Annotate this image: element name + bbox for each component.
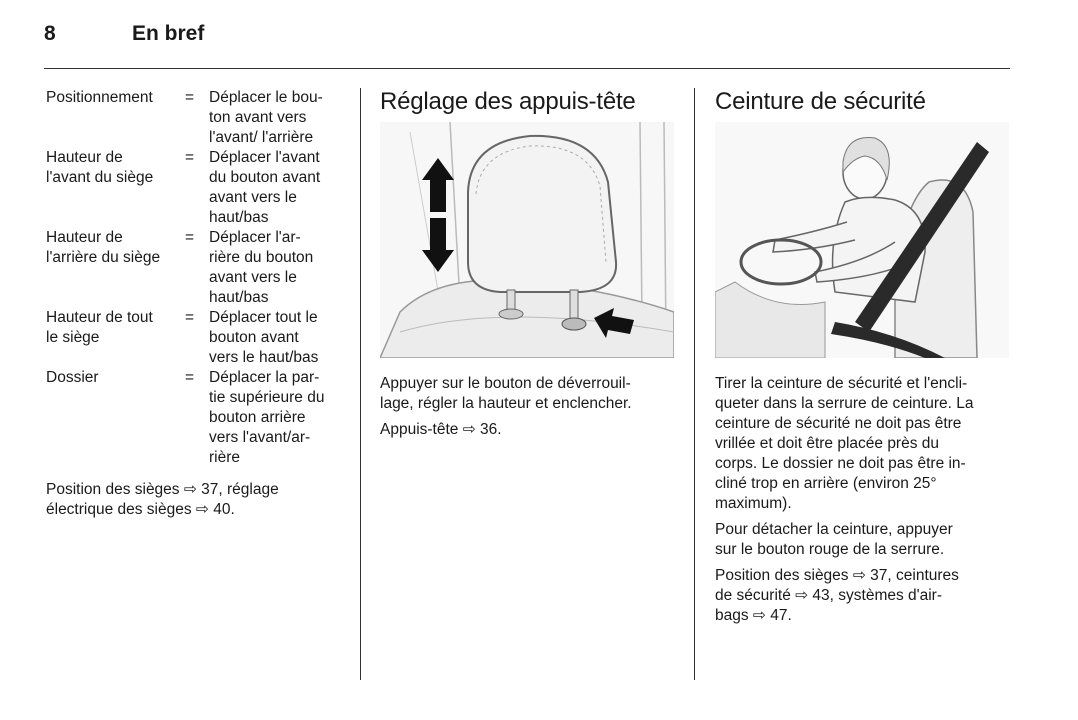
seat-references: Position des sièges ⇨ 37, réglage électrique des sièges ⇨ 40.: [46, 481, 279, 518]
table-eq: =: [185, 309, 195, 326]
table-desc: Déplacer le bou- ton avant vers l'avant/ l'arrière: [209, 89, 323, 146]
table-row: [46, 148, 346, 228]
table-row: [46, 228, 346, 308]
table-desc: Déplacer l'avant du bouton avant avant vers le haut/bas: [209, 149, 321, 226]
seatbelt-release: Pour détacher la ceinture, appuyer sur le bouton rouge de la serrure.: [715, 521, 953, 558]
table-eq: =: [185, 369, 195, 386]
table-row: [46, 308, 346, 368]
table-term: Hauteur de l'avant du siège: [46, 149, 154, 186]
headrest-reference: Appuis-tête ⇨ 36.: [380, 421, 502, 438]
table-term: Hauteur de tout le siège: [46, 309, 153, 346]
table-eq: =: [185, 229, 195, 246]
header-rule: [44, 68, 1010, 69]
table-term: Hauteur de l'arrière du siège: [46, 229, 161, 266]
page-number: 8: [44, 22, 56, 45]
seat-adjust-table: [46, 88, 346, 468]
headrest-illustration: [380, 122, 674, 358]
table-desc: Déplacer tout le bouton avant vers le haut/bas: [209, 309, 319, 366]
table-row: [46, 368, 346, 468]
middle-column: [380, 88, 680, 446]
seatbelt-references: Position des sièges ⇨ 37, ceintures de sécurité ⇨ 43, systèmes d'air- bags ⇨ 47.: [715, 567, 959, 624]
headrest-heading: Réglage des appuis-tête: [380, 88, 636, 115]
table-eq: =: [185, 149, 195, 166]
right-column: [715, 88, 1015, 632]
left-column: [46, 88, 346, 526]
section-title: En bref: [132, 22, 205, 45]
table-term: Positionnement: [46, 89, 153, 106]
column-divider-right: [694, 88, 695, 680]
column-divider-left: [360, 88, 361, 680]
seatbelt-illustration: [715, 122, 1009, 358]
table-term: Dossier: [46, 369, 99, 386]
table-eq: =: [185, 89, 195, 106]
headrest-instruction: Appuyer sur le bouton de déverrouil- lage, régler la hauteur et enclencher.: [380, 375, 632, 412]
table-row: [46, 88, 346, 148]
table-desc: Déplacer la par- tie supérieure du bouton arrière vers l'avant/ar- rière: [209, 369, 325, 466]
seatbelt-heading: Ceinture de sécurité: [715, 88, 926, 115]
table-desc: Déplacer l'ar- rière du bouton avant vers le haut/bas: [209, 229, 314, 306]
seatbelt-instruction: Tirer la ceinture de sécurité et l'encli- queter dans la serrure de ceinture. La ceinture de sécurité ne doit pas être vrillée et doit être placée près du corps. Le dossier ne doit pas être in- cliné trop en arrière (environ 25° maximum).: [715, 375, 974, 512]
